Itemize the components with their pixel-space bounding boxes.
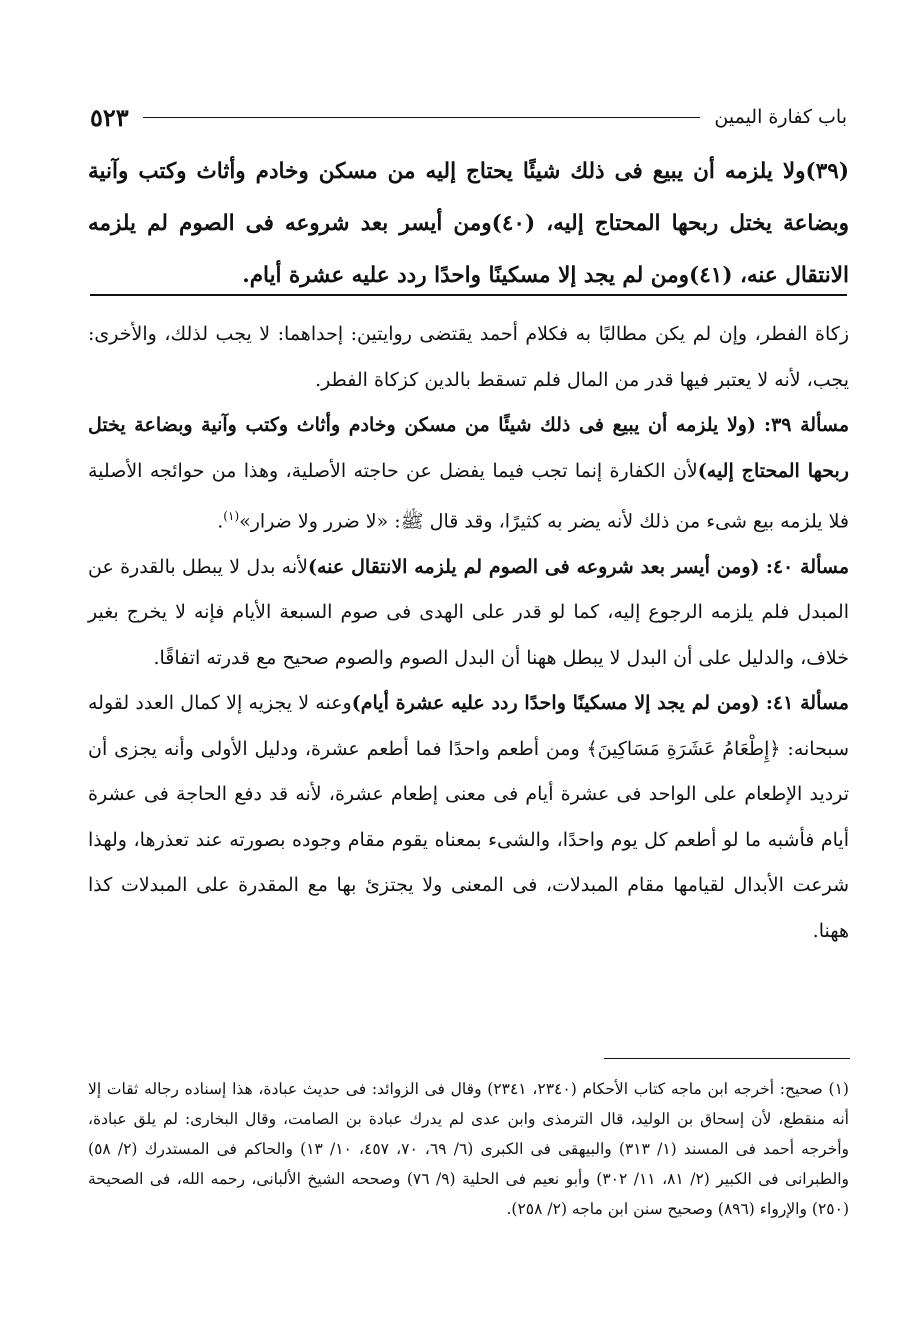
running-header [90, 100, 847, 134]
commentary-paragraph: زكاة الفطر، وإن لم يكن مطالبًا به فكلام أحمد يقتضى روايتين: إحداهما: لا يجب لذلك، والأخرى: يجب، لأنه لا يعتبر فيها قدر من المال فلم تسقط بالدين كزكاة الفطر. [88, 323, 849, 391]
masala-body: وعنه لا يجزيه إلا كمال العدد لقوله سبحانه: ﴿إِطْعَامُ عَشَرَةِ مَسَاكِينَ﴾ ومن أطعم واحدًا فما أطعم عشرة، ودليل الأولى وأنه يجزى أن ترديد الإطعام على الواحد فى عشرة أيام فى معنى إطعام عشرة، لأنه قد دفع الحاجة فى عشرة أيام فأشبه ما لو أطعم كل يوم واحدًا، والشىء بمعناه يقوم مقام وجوده بصورته عند تعذرها، ولهذا شرعت الأبدال لقيامها مقام المبدلات، فى المعنى ولا يجتزئ بها مع المقدرة على المبدلات كذا ههنا. [88, 692, 849, 942]
masala-41 [88, 681, 849, 954]
matn-separator [90, 294, 847, 296]
masala-label: مسألة ٣٩: [764, 414, 850, 436]
masala-body: لأنه بدل لا يبطل بالقدرة عن المبدل فلم يلزمه الرجوع إليه، كما لو قدر على الهدى فى صوم السبعة الأيام فإنه لا يخرج بغير خلاف، والدليل على أن البدل لا يبطل ههنا أن البدل الصوم والصوم صحيح مع قدرته اتفاقًا. [88, 555, 849, 669]
header-rule [143, 117, 701, 118]
commentary [88, 312, 849, 954]
masala-quote: (ومن لم يجد إلا مسكينًا واحدًا ردد عليه عشرة أيام) [351, 692, 760, 715]
masala-label: مسألة ٤٠: [765, 555, 849, 578]
masala-40 [88, 545, 849, 682]
footnote-separator [604, 1058, 850, 1059]
matn-text: (٣٩)ولا يلزمه أن يبيع فى ذلك شيئًا يحتاج إليه من مسكن وخادم وأثاث وكتب وآنية وبضاعة يختل ربحها المحتاج إليه، (٤٠)ومن أيسر بعد شروعه فى الصوم لم يلزمه الانتقال عنه، (٤١)ومن لم يجد إلا مسكينًا واحدًا ردد عليه عشرة أيام. [88, 159, 849, 288]
page-number: ٥٢٣ [90, 102, 129, 132]
masala-label: مسألة ٤١: [765, 692, 849, 715]
footnote: (١) صحيح: أخرجه ابن ماجه كتاب الأحكام (٢٣٤٠، ٢٣٤١) وقال فى الزوائد: فى حديث عبادة، هذا إسناده رجاله ثقات إلا أنه منقطع، لأن إسحاق بن الوليد، قال الترمذى وابن عدى لم يدرك عبادة بن الصامت، وقال البخارى: لم يلق عبادة، وأخرجه أحمد فى المسند (١/ ٣١٣) والبيهقى فى الكبرى (٦/ ٦٩، ٧٠، ٤٥٧، ١٠/ ١٣) والحاكم فى المستدرك (٢/ ٥٨) والطبرانى فى الكبير (٢/ ٨١، ١١/ ٣٠٢) وأبو نعيم فى الحلية (٩/ ٧٦) وصححه الشيخ الألبانى، رحمه الله، فى الصحيحة (٢٥٠) والإرواء (٨٩٦) وصحيح سنن ابن ماجه (٢/ ٢٥٨). [88, 1080, 850, 1218]
masala-quote: (ولا يلزمه أن يبيع فى ذلك شيئًا من مسكن وخادم وأثاث وكتب وآنية وبضاعة يختل ربحها المحتاج إليه) [88, 414, 849, 482]
masala-39: مسألة ٣٩: (ولا يلزمه أن يبيع فى ذلك شيئًا من مسكن وخادم وأثاث وكتب وآنية وبضاعة يختل ربحها المحتاج إليه)لأن الكفارة إنما تجب فيما يفضل عن حاجته الأصلية، وهذا من حوائجه الأصلية فلا يلزمه بيع شىء من ذلك لأنه يضر به كثيرًا، وقد قال ﷺ: «لا ضرر ولا ضرار»$^{(١)}$. [88, 414, 850, 533]
masala-body: لأن الكفارة إنما تجب فيما يفضل عن حاجته الأصلية، وهذا من حوائجه الأصلية فلا يلزمه بيع شىء من ذلك لأنه يضر به كثيرًا، وقد قال ﷺ: «لا ضرر ولا ضرار» [88, 459, 849, 533]
masala-quote: (ومن أيسر بعد شروعه فى الصوم لم يلزمه الانتقال عنه) [308, 555, 760, 578]
footnote-ref[interactable]: (١) [223, 509, 240, 523]
chapter-title: باب كفارة اليمين [714, 106, 847, 128]
